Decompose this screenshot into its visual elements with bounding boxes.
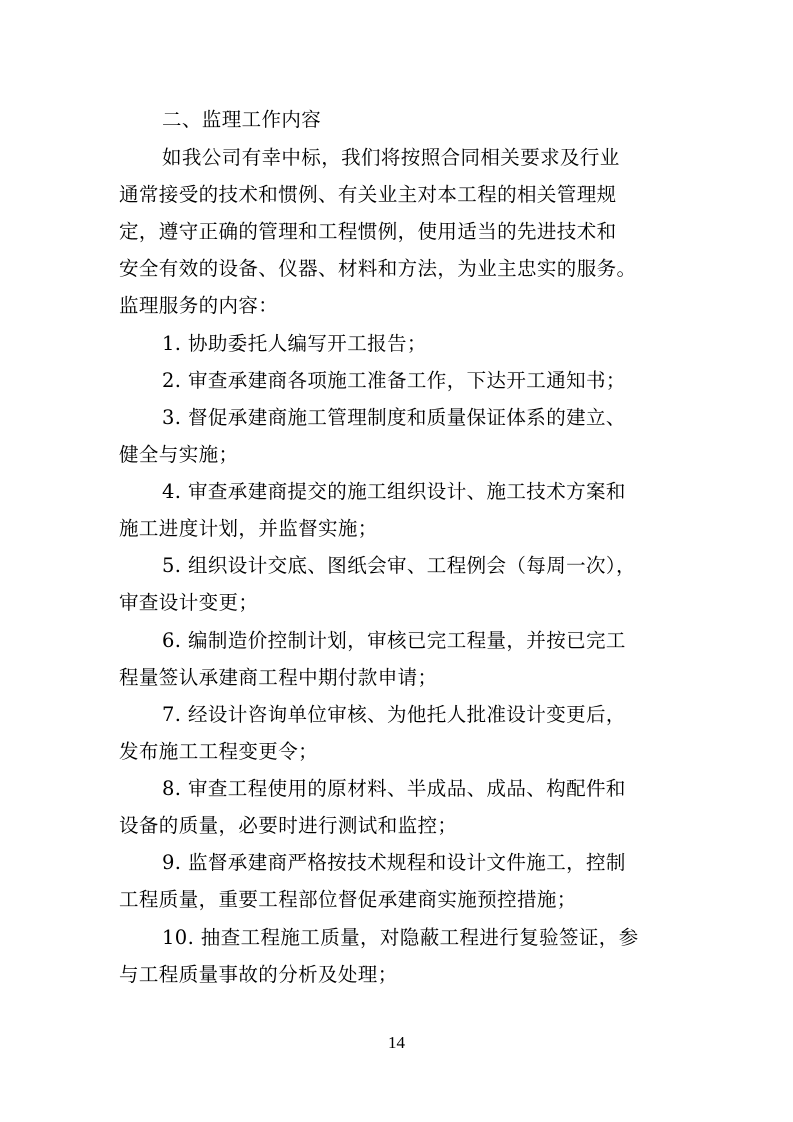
list-item-9-continuation: 工程质量，重要工程部位督促承建商实施预控措施； xyxy=(119,888,577,911)
list-item-5: 5. 组织设计交底、图纸会审、工程例会（每周一次）， xyxy=(162,554,636,577)
list-item-2: 2. 审查承建商各项施工准备工作，下达开工通知书； xyxy=(162,369,626,392)
section-heading: 二、监理工作内容 xyxy=(162,108,322,131)
list-item-4: 4. 审查承建商提交的施工组织设计、施工技术方案和 xyxy=(162,480,626,503)
list-item-7: 7. 经设计咨询单位审核、为他托人批准设计变更后， xyxy=(162,703,626,726)
list-item-3: 3. 督促承建商施工管理制度和质量保证体系的建立、 xyxy=(162,406,626,429)
list-item-3-continuation: 健全与实施； xyxy=(119,443,239,466)
list-item-10: 10. 抽查工程施工质量，对隐蔽工程进行复验签证，参 xyxy=(162,926,639,949)
intro-line-2: 通常接受的技术和惯例、有关业主对本工程的相关管理规 xyxy=(119,183,617,206)
list-item-8-continuation: 设备的质量，必要时进行测试和监控； xyxy=(119,814,458,837)
list-item-10-continuation: 与工程质量事故的分析及处理； xyxy=(119,963,398,986)
list-item-6-continuation: 程量签认承建商工程中期付款申请； xyxy=(119,666,438,689)
list-item-6: 6. 编制造价控制计划，审核已完工程量，并按已完工 xyxy=(162,629,626,652)
list-item-1: 1. 协助委托人编写开工报告； xyxy=(162,332,427,355)
page-number: 14 xyxy=(388,1033,405,1052)
list-item-5-continuation: 审查设计变更； xyxy=(119,591,259,614)
list-item-4-continuation: 施工进度计划，并监督实施； xyxy=(119,517,378,540)
list-item-9: 9. 监督承建商严格按技术规程和设计文件施工，控制 xyxy=(162,851,626,874)
intro-line-3: 定，遵守正确的管理和工程惯例，使用适当的先进技术和 xyxy=(119,220,617,243)
intro-line-5: 监理服务的内容： xyxy=(119,294,279,317)
list-item-7-continuation: 发布施工工程变更令； xyxy=(119,740,319,763)
intro-line-4: 安全有效的设备、仪器、材料和方法，为业主忠实的服务。 xyxy=(119,257,637,280)
list-item-8: 8. 审查工程使用的原材料、半成品、成品、构配件和 xyxy=(162,777,626,800)
intro-line-1: 如我公司有幸中标，我们将按照合同相关要求及行业 xyxy=(162,146,620,169)
